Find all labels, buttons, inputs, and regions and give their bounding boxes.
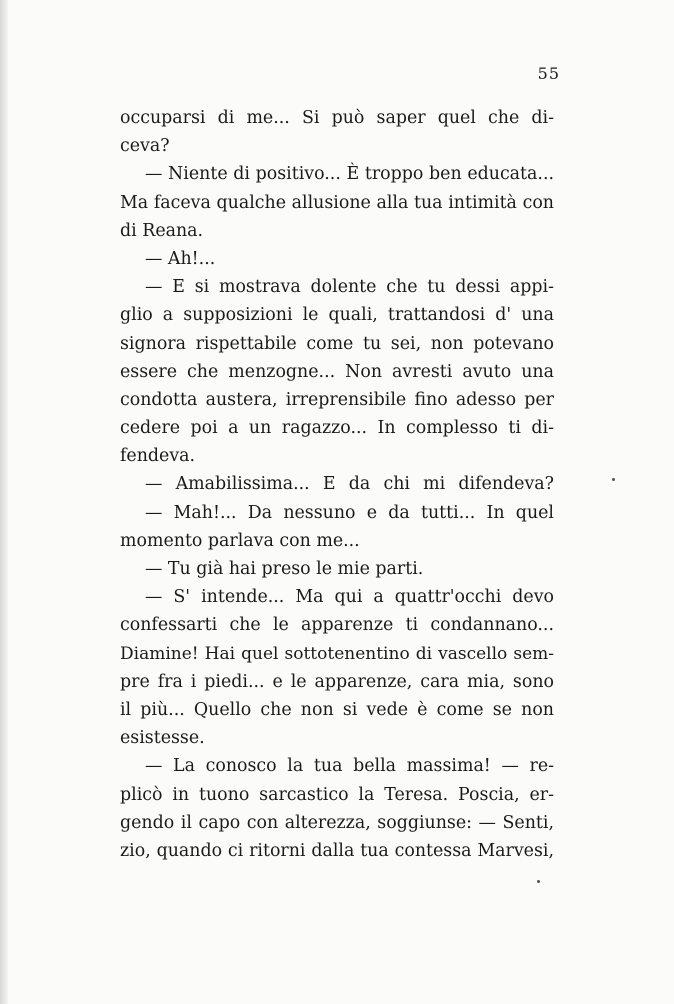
speck-mark (537, 880, 540, 883)
text-line: — E si mostrava dolente che tu dessi appi- (145, 277, 554, 298)
text-line: plicò in tuono sarcastico la Teresa. Poscia, er- (120, 784, 554, 805)
page-number: 55 (537, 64, 560, 83)
text-line: esistesse. (120, 728, 205, 749)
text-line: pre fra i piedi... e le apparenze, cara mia, sono (120, 671, 554, 692)
text-line: Ma faceva qualche allusione alla tua intimità con (120, 192, 554, 213)
text-line: confessarti che le apparenze ti condannano... (120, 615, 554, 636)
text-line: — La conosco la tua bella massima! — re- (145, 756, 554, 777)
text-line: Diamine! Hai quel sottotenentino di vascello sem- (120, 643, 554, 664)
text-line: fendeva. (120, 446, 196, 467)
text-line: il più... Quello che non si vede è come se non (120, 699, 554, 720)
text-line: occuparsi di me... Si può saper quel che di- (120, 108, 554, 128)
text-line: — Amabilissima... E da chi mi difendeva? (145, 474, 554, 495)
body-text (120, 104, 554, 865)
text-line: gendo il capo con alterezza, soggiunse: — Senti, (120, 812, 554, 833)
text-line: — Niente di positivo... È troppo ben educata... (145, 164, 554, 185)
text-line: — S' intende... Ma qui a quattr'occhi devo (145, 587, 554, 608)
text-line: condotta austera, irreprensibile fino adesso per (120, 389, 554, 410)
text-line: — Tu già hai preso le mie parti. (145, 559, 424, 579)
text-line: di Reana. (120, 220, 204, 241)
text-line: — Mah!... Da nessuno e da tutti... In quel (145, 502, 554, 523)
text-line: zio, quando ci ritorni dalla tua contessa Marvesi, (120, 840, 554, 861)
text-line: cedere poi a un ragazzo... In complesso ti di- (120, 418, 554, 439)
text-line: momento parlava con me... (120, 530, 360, 551)
text-line: signora rispettabile come tu sei, non potevano (120, 333, 554, 354)
page-gutter (0, 0, 8, 1004)
text-line: essere che menzogne... Non avresti avuto una (120, 361, 554, 382)
speck-mark (612, 478, 615, 481)
text-line: ceva? (120, 136, 170, 157)
text-line: — Ah!... (145, 248, 216, 269)
text-line: glio a supposizioni le quali, trattandosi d' una (120, 305, 554, 326)
